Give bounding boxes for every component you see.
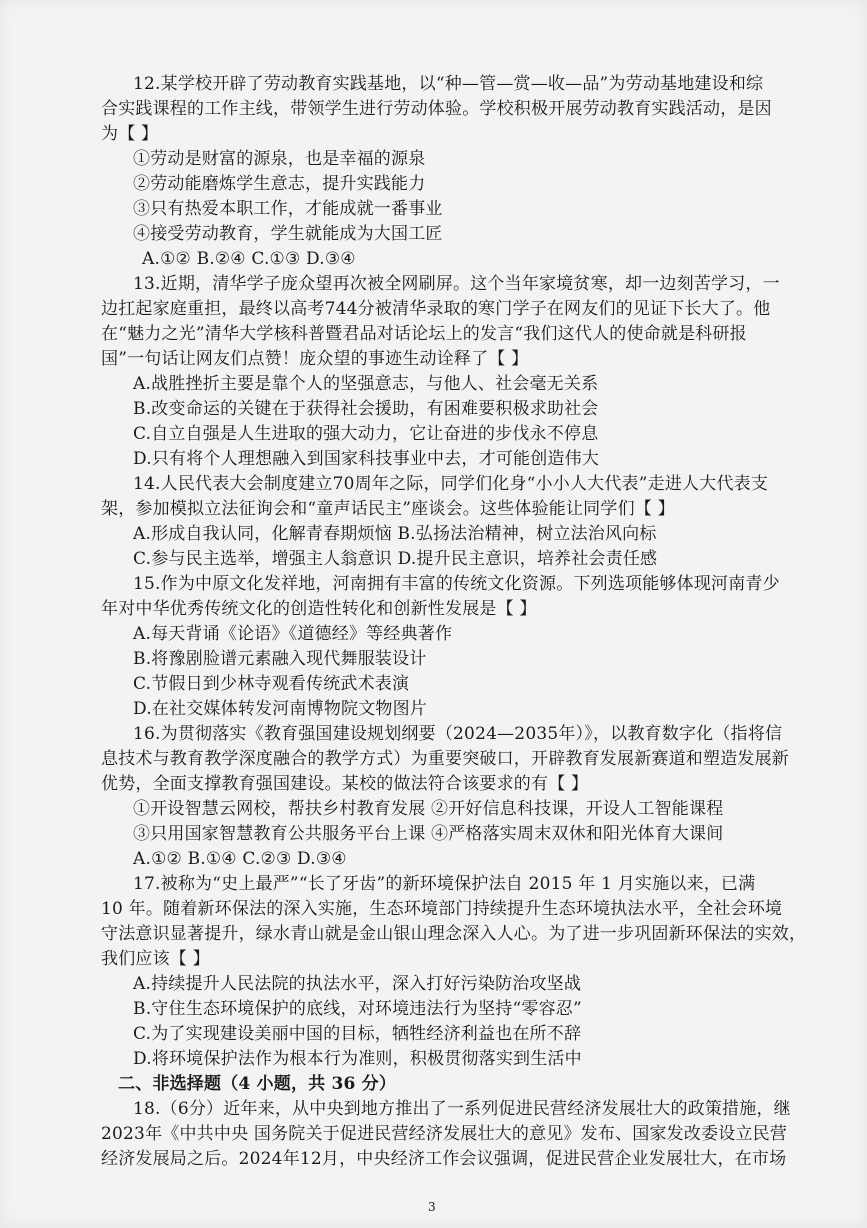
q18-line-1: 18.（6分）近年来，从中央到地方推出了一系列促进民营经济发展壮大的政策措施，继 <box>133 1099 791 1119</box>
q12-statement-1: ①劳动是财富的源泉，也是幸福的源泉 <box>133 149 426 169</box>
q12-statement-3: ③只有热爱本职工作，才能成就一番事业 <box>133 199 443 219</box>
q15-option-a: A.每天背诵《论语》《道德经》等经典著作 <box>133 624 453 644</box>
q17-option-b: B.守住生态环境保护的底线，对环境违法行为坚持“零容忍” <box>133 999 582 1019</box>
q17-line-3: 守法意识显著提升，绿水青山就是金山银山理念深入人心。为了进一步巩固新环保法的实效， <box>101 924 807 944</box>
q13-line-3: 在“魅力之光”清华大学核科普暨君品对话论坛上的发言“我们这代人的使命就是科研报 <box>101 324 747 344</box>
q18-line-2: 2023年《中共中央 国务院关于促进民营经济发展壮大的意见》发布、国家发改委设立民营 <box>101 1124 788 1144</box>
q13-line-2: 边扛起家庭重担，最终以高考744分被清华录取的寒门学子在网友们的见证下长大了。他 <box>101 299 771 319</box>
q13-option-c: C.自立自强是人生进取的强大动力，它让奋进的步伐永不停息 <box>133 424 599 444</box>
q17-line-4: 我们应该【 】 <box>101 949 210 969</box>
q13-option-b: B.改变命运的关键在于获得社会援助，有困难要积极求助社会 <box>133 399 599 419</box>
q15-option-d: D.在社交媒体转发河南博物院文物图片 <box>133 699 428 719</box>
q14-line-1: 14.人民代表大会制度建立70周年之际，同学们化身“小小人大代表”走进人大代表支 <box>133 474 769 494</box>
q13-line-1: 13.近期，清华学子庞众望再次被全网刷屏。这个当年家境贫寒，却一边刻苦学习，一 <box>133 274 780 294</box>
q13-option-d: D.只有将个人理想融入到国家科技事业中去，才可能创造伟大 <box>133 449 600 469</box>
q16-line-2: 息技术与教育教学深度融合的教学方式）为重要突破口，开辟教育发展新赛道和塑造发展新 <box>101 749 789 769</box>
q13-line-4: 国”一句话让网友们点赞！庞众望的事迹生动诠释了【 】 <box>101 349 529 369</box>
q14-options-ab: A.形成自我认同，化解青春期烦恼 B.弘扬法治精神，树立法治风向标 <box>133 524 657 544</box>
q16-line-3: 优势，全面支撑教育强国建设。某校的做法符合该要求的有【 】 <box>101 774 589 794</box>
q12-options: A.①② B.②④ C.①③ D.③④ <box>142 249 356 269</box>
q17-option-a: A.持续提升人民法院的执法水平，深入打好污染防治攻坚战 <box>133 974 582 994</box>
q18-line-3: 经济发展局之后。2024年12月，中央经济工作会议强调，促进民营企业发展壮大，在市场 <box>101 1149 787 1169</box>
q16-statements-34: ③只用国家智慧教育公共服务平台上课 ④严格落实周末双休和阳光体育大课间 <box>133 824 724 844</box>
q14-line-2: 架，参加模拟立法征询会和“童声话民主”座谈会。这些体验能让同学们【 】 <box>101 499 675 519</box>
q12-line-2: 合实践课程的工作主线，带领学生进行劳动体验。学校积极开展劳动教育实践活动，是因 <box>101 99 772 119</box>
q15-line-2: 年对中华优秀传统文化的创造性转化和创新性发展是【 】 <box>101 599 537 619</box>
section-heading: 二、非选择题（4 小题，共 36 分） <box>118 1074 397 1094</box>
q12-line-3: 为【 】 <box>101 124 159 144</box>
q15-option-c: C.节假日到少林寺观看传统武术表演 <box>133 674 410 694</box>
q12-statement-4: ④接受劳动教育，学生就能成为大国工匠 <box>133 224 443 244</box>
page-number: 3 <box>428 1200 436 1214</box>
q13-option-a: A.战胜挫折主要是靠个人的坚强意志，与他人、社会毫无关系 <box>133 374 599 394</box>
q16-options: A.①② B.①④ C.②③ D.③④ <box>133 849 347 869</box>
q16-statements-12: ①开设智慧云网校，帮扶乡村教育发展 ②开好信息科技课，开设人工智能课程 <box>133 799 724 819</box>
q17-option-d: D.将环境保护法作为根本行为准则，积极贯彻落实到生活中 <box>133 1049 582 1069</box>
q12-line-1: 12.某学校开辟了劳动教育实践基地，以“种—管—赏—收—品”为劳动基地建设和综 <box>133 74 764 94</box>
q17-option-c: C.为了实现建设美丽中国的目标，牺牲经济利益也在所不辞 <box>133 1024 582 1044</box>
q17-line-1: 17.被称为“史上最严”“长了牙齿”的新环境保护法自 2015 年 1 月实施以来，已满 <box>133 874 756 894</box>
q17-line-2: 10 年。随着新环保法的深入实施，生态环境部门持续提升生态环境执法水平，全社会环境 <box>101 899 783 919</box>
q14-options-cd: C.参与民主选举，增强主人翁意识 D.提升民主意识，培养社会责任感 <box>133 549 658 569</box>
q16-line-1: 16.为贯彻落实《教育强国建设规划纲要（2024—2035年）》，以教育数字化（指将信 <box>133 724 783 744</box>
q15-line-1: 15.作为中原文化发祥地，河南拥有丰富的传统文化资源。下列选项能够体现河南青少 <box>133 574 780 594</box>
q12-statement-2: ②劳动能磨炼学生意志，提升实践能力 <box>133 174 426 194</box>
q15-option-b: B.将豫剧脸谱元素融入现代舞服装设计 <box>133 649 427 669</box>
